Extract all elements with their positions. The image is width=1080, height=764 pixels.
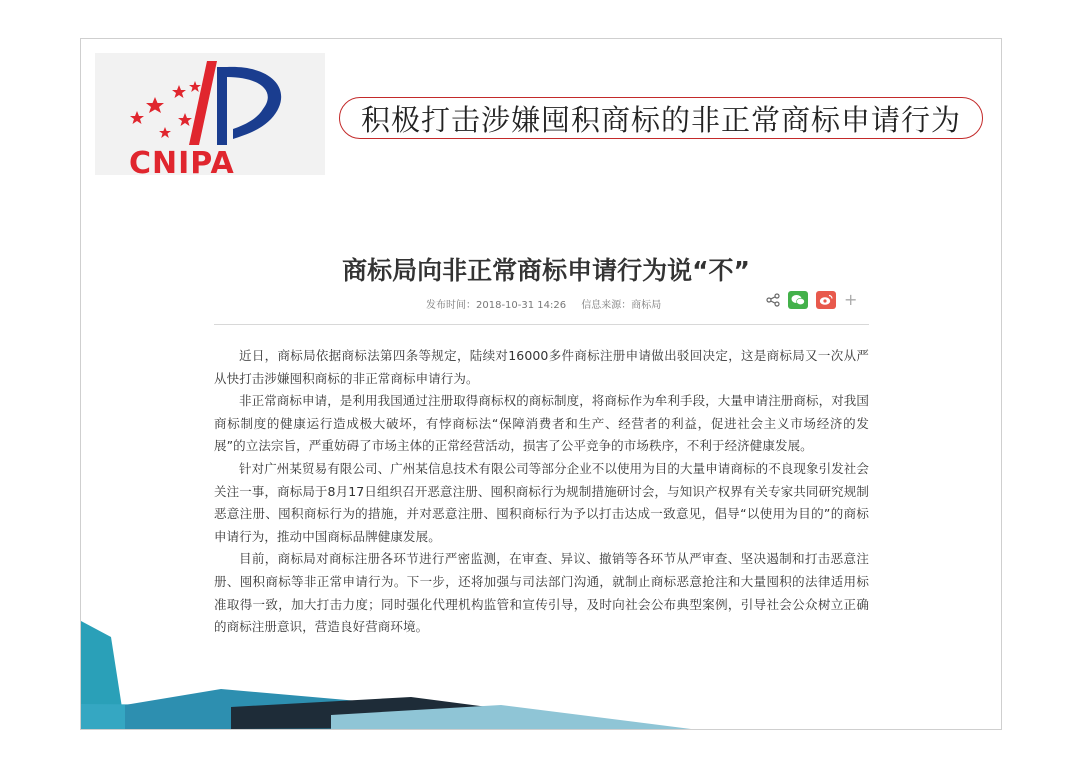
cnipa-logo — [95, 53, 325, 181]
article-body — [214, 345, 869, 639]
info-source: 信息来源：商标局 — [581, 300, 662, 311]
paragraph: 非正常商标申请，是利用我国通过注册取得商标权的商标制度，将商标作为牟利手段，大量申请注册商标，对我国商标制度的健康运行造成极大破坏，有悖商标法“保障消费者和生产、经营者的利益，促进社会主义市场经济的发展”的立法宗旨，严重妨碍了市场主体的正常经营活动，损害了公平竞争的市场秩序，不利于经济健康发展。 — [214, 393, 870, 454]
publish-time: 发布时间：2018-10-31 14:26 — [426, 300, 567, 311]
divider — [214, 324, 869, 325]
paragraph: 近日，商标局依据商标法第四条等规定，陆续对16000多件商标注册申请做出驳回决定，这是商标局又一次从严从快打击涉嫌囤积商标的非正常商标申请行为。 — [214, 348, 869, 386]
slide — [80, 38, 1002, 730]
weibo-icon[interactable] — [816, 291, 836, 309]
article-meta — [426, 296, 661, 311]
slide-title-text: 积极打击涉嫌囤积商标的非正常商标申请行为 — [360, 102, 961, 137]
paragraph: 针对广州某贸易有限公司、广州某信息技术有限公司等部分企业不以使用为目的大量申请商标的不良现象引发社会关注一事，商标局于8月17日组织召开恶意注册、囤积商标行为规制措施研讨会，与知识产权界有关专家共同研究规制恶意注册、囤积商标行为的措施，并对恶意注册、囤积商标行为予以打击达成一致意见，倡导“以使用为目的”的商标申请行为，推动中国商标品牌健康发展。 — [214, 460, 870, 544]
plus-icon[interactable]: + — [844, 290, 858, 309]
slide-title — [339, 97, 983, 139]
share-bar — [764, 291, 857, 309]
wechat-icon[interactable] — [788, 291, 808, 309]
share-icon[interactable] — [764, 291, 782, 309]
paragraph: 目前，商标局对商标注册各环节进行严密监测，在审查、异议、撤销等各环节从严审查、坚决遏制和打击恶意注册、囤积商标等非正常申请行为。下一步，还将加强与司法部门沟通，就制止商标恶意抢注和大量囤积的法律适用标准取得一致，加大打击力度；同时强化代理机构监管和宣传引导，及时向社会公布典型案例，引导社会公众树立正确的商标注册意识，营造良好营商环境。 — [214, 551, 869, 635]
article-title: 商标局向非正常商标申请行为说“不” — [342, 256, 750, 285]
logo-text: CNIPA — [129, 146, 235, 181]
